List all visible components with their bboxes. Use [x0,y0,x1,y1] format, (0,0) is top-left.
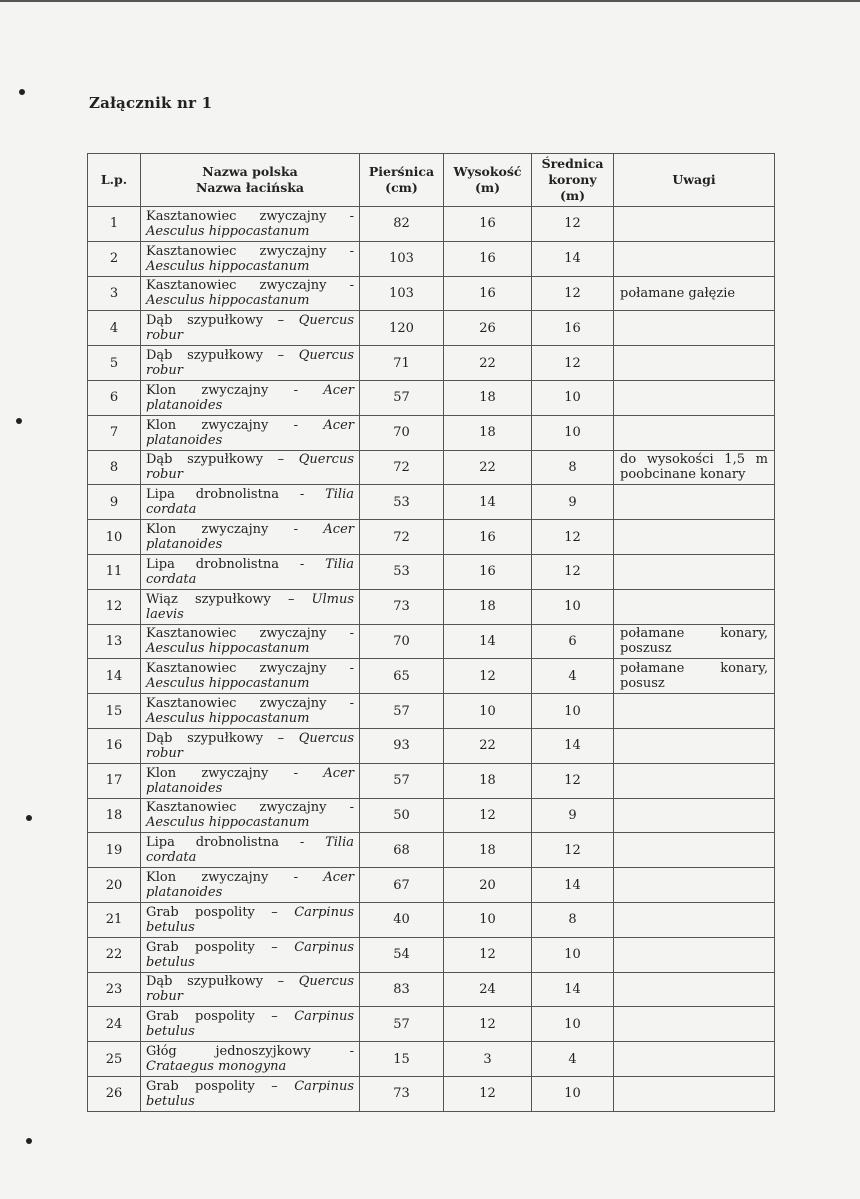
cell-piersnica: 103 [360,241,444,276]
cell-srednica: 14 [532,241,614,276]
table-row [88,1042,775,1077]
name-latin: Quercus robur [146,313,354,344]
cell-uwagi [614,694,775,729]
cell-name [141,1042,360,1077]
table-row [88,485,775,520]
cell-srednica: 12 [532,763,614,798]
cell-wysokosc: 18 [444,833,532,868]
header-srednica-label2: korony [548,172,597,187]
table-row [88,311,775,346]
cell-wysokosc: 16 [444,207,532,242]
name-polish: Lipa drobnolistna - [146,556,305,572]
name-polish: Kasztanowiec zwyczajny - [146,661,354,677]
punch-hole-mark [26,1138,32,1144]
table-header-row [88,154,775,207]
cell-wysokosc: 12 [444,937,532,972]
name-polish: Grab pospolity – [146,1009,278,1025]
name-polish: Klon zwyczajny - [146,417,299,433]
cell-srednica: 4 [532,1042,614,1077]
cell-wysokosc: 12 [444,1076,532,1111]
punch-hole-mark [16,418,22,424]
cell-name [141,624,360,659]
name-polish: Klon zwyczajny - [146,522,299,538]
table-row [88,415,775,450]
table-row [88,276,775,311]
cell-srednica: 16 [532,311,614,346]
table-row [88,902,775,937]
cell-name [141,902,360,937]
name-latin: Aesculus hippocastanum [146,258,310,274]
cell-name [141,450,360,485]
table-row [88,868,775,903]
cell-wysokosc: 18 [444,380,532,415]
name-polish: Kasztanowiec zwyczajny - [146,800,354,816]
header-name-latin: Nazwa łacińska [196,180,304,195]
cell-uwagi [614,728,775,763]
header-srednica-unit: (m) [559,188,586,203]
cell-lp: 19 [88,833,141,868]
name-latin: Quercus robur [146,974,354,1005]
cell-uwagi: połamane konary, poszusz [614,624,775,659]
name-latin: Carpinus betulus [146,904,354,935]
table-row [88,798,775,833]
cell-piersnica: 68 [360,833,444,868]
cell-lp: 1 [88,207,141,242]
cell-piersnica: 57 [360,1007,444,1042]
cell-uwagi [614,520,775,555]
name-polish: Kasztanowiec zwyczajny - [146,208,354,224]
cell-uwagi [614,833,775,868]
name-latin: Acer platanoides [146,417,354,448]
cell-piersnica: 93 [360,728,444,763]
name-latin: Quercus robur [146,348,354,379]
header-wysokosc-unit: (m) [474,180,501,195]
cell-uwagi [614,1076,775,1111]
cell-lp: 4 [88,311,141,346]
name-polish: Dąb szypułkowy – [146,730,285,746]
cell-srednica: 8 [532,450,614,485]
cell-wysokosc: 16 [444,520,532,555]
table-row [88,833,775,868]
name-latin: Aesculus hippocastanum [146,223,310,239]
name-polish: Dąb szypułkowy – [146,974,285,990]
cell-uwagi [614,311,775,346]
cell-name [141,937,360,972]
cell-name [141,868,360,903]
cell-lp: 14 [88,659,141,694]
cell-lp: 24 [88,1007,141,1042]
header-srednica [532,154,614,207]
cell-lp: 2 [88,241,141,276]
cell-lp: 9 [88,485,141,520]
cell-uwagi: połamane gałęzie [614,276,775,311]
cell-srednica: 4 [532,659,614,694]
cell-lp: 16 [88,728,141,763]
name-latin: Quercus robur [146,730,354,761]
name-polish: Grab pospolity – [146,939,278,955]
cell-srednica: 10 [532,1007,614,1042]
cell-uwagi [614,972,775,1007]
name-latin: Crataegus monogyna [146,1059,287,1075]
cell-uwagi [614,241,775,276]
cell-uwagi [614,1007,775,1042]
table-row [88,380,775,415]
cell-uwagi [614,1042,775,1077]
cell-wysokosc: 12 [444,1007,532,1042]
cell-wysokosc: 22 [444,728,532,763]
cell-piersnica: 72 [360,520,444,555]
name-polish: Dąb szypułkowy – [146,313,285,329]
cell-uwagi [614,485,775,520]
cell-srednica: 12 [532,554,614,589]
cell-name [141,346,360,381]
cell-name [141,763,360,798]
cell-uwagi [614,589,775,624]
cell-lp: 5 [88,346,141,381]
cell-srednica: 14 [532,972,614,1007]
cell-wysokosc: 18 [444,589,532,624]
cell-piersnica: 70 [360,415,444,450]
cell-wysokosc: 22 [444,346,532,381]
cell-srednica: 12 [532,520,614,555]
cell-lp: 6 [88,380,141,415]
cell-piersnica: 54 [360,937,444,972]
cell-name [141,520,360,555]
name-polish: Klon zwyczajny - [146,765,299,781]
header-lp: L.p. [88,154,141,207]
cell-piersnica: 73 [360,1076,444,1111]
name-latin: Quercus robur [146,452,354,483]
cell-name [141,311,360,346]
cell-name [141,1007,360,1042]
cell-name [141,485,360,520]
cell-wysokosc: 14 [444,624,532,659]
table-row [88,450,775,485]
cell-piersnica: 70 [360,624,444,659]
cell-piersnica: 83 [360,972,444,1007]
cell-piersnica: 65 [360,659,444,694]
document-title: Załącznik nr 1 [89,94,213,112]
cell-name [141,380,360,415]
cell-wysokosc: 14 [444,485,532,520]
cell-srednica: 10 [532,589,614,624]
cell-uwagi [614,554,775,589]
cell-lp: 21 [88,902,141,937]
name-latin: Carpinus betulus [146,1078,354,1109]
cell-srednica: 14 [532,868,614,903]
cell-name [141,659,360,694]
table-row [88,937,775,972]
cell-uwagi [614,346,775,381]
header-wysokosc-label: Wysokość [453,164,522,179]
table-row [88,763,775,798]
name-latin: Acer platanoides [146,382,354,413]
header-srednica-label: Średnica [541,156,604,171]
cell-piersnica: 53 [360,554,444,589]
cell-wysokosc: 10 [444,902,532,937]
table-row [88,694,775,729]
table-row [88,241,775,276]
cell-uwagi: połamane konary, posusz [614,659,775,694]
name-latin: Tilia cordata [146,835,354,866]
cell-lp: 25 [88,1042,141,1077]
name-latin: Ulmus laevis [146,591,355,622]
punch-hole-mark [26,815,32,821]
cell-wysokosc: 12 [444,659,532,694]
cell-name [141,728,360,763]
name-latin: Carpinus betulus [146,939,354,970]
cell-piersnica: 57 [360,763,444,798]
name-polish: Kasztanowiec zwyczajny - [146,626,354,642]
page-top-edge [0,0,860,2]
cell-wysokosc: 18 [444,415,532,450]
cell-lp: 7 [88,415,141,450]
cell-piersnica: 15 [360,1042,444,1077]
name-polish: Grab pospolity – [146,904,278,920]
table-row [88,589,775,624]
cell-piersnica: 103 [360,276,444,311]
cell-uwagi [614,798,775,833]
cell-wysokosc: 16 [444,276,532,311]
cell-wysokosc: 20 [444,868,532,903]
cell-piersnica: 72 [360,450,444,485]
name-polish: Lipa drobnolistna - [146,835,305,851]
cell-srednica: 9 [532,485,614,520]
cell-srednica: 10 [532,380,614,415]
table-row [88,1007,775,1042]
cell-srednica: 12 [532,346,614,381]
cell-uwagi [614,937,775,972]
cell-srednica: 9 [532,798,614,833]
cell-piersnica: 82 [360,207,444,242]
name-polish: Grab pospolity – [146,1078,278,1094]
cell-uwagi [614,763,775,798]
tree-inventory-table [87,153,775,1112]
cell-lp: 13 [88,624,141,659]
cell-name [141,241,360,276]
table-row [88,554,775,589]
cell-uwagi [614,380,775,415]
cell-uwagi [614,415,775,450]
table-row [88,1076,775,1111]
name-latin: Acer platanoides [146,522,354,553]
cell-piersnica: 57 [360,694,444,729]
cell-srednica: 12 [532,833,614,868]
table-row [88,520,775,555]
cell-lp: 26 [88,1076,141,1111]
cell-lp: 11 [88,554,141,589]
table-row [88,346,775,381]
cell-srednica: 6 [532,624,614,659]
cell-piersnica: 53 [360,485,444,520]
cell-srednica: 10 [532,1076,614,1111]
cell-srednica: 8 [532,902,614,937]
cell-name [141,589,360,624]
name-latin: Aesculus hippocastanum [146,293,310,309]
cell-srednica: 14 [532,728,614,763]
cell-lp: 23 [88,972,141,1007]
cell-wysokosc: 26 [444,311,532,346]
cell-lp: 17 [88,763,141,798]
name-latin: Tilia cordata [146,556,354,587]
cell-piersnica: 73 [360,589,444,624]
cell-wysokosc: 16 [444,241,532,276]
cell-uwagi [614,207,775,242]
cell-wysokosc: 24 [444,972,532,1007]
cell-wysokosc: 22 [444,450,532,485]
table-row [88,972,775,1007]
cell-piersnica: 50 [360,798,444,833]
cell-name [141,972,360,1007]
name-latin: Carpinus betulus [146,1009,354,1040]
cell-name [141,798,360,833]
header-piersnica-unit: (cm) [385,180,418,195]
name-polish: Kasztanowiec zwyczajny - [146,696,354,712]
cell-lp: 20 [88,868,141,903]
name-polish: Dąb szypułkowy – [146,348,285,364]
cell-lp: 8 [88,450,141,485]
cell-lp: 12 [88,589,141,624]
cell-piersnica: 120 [360,311,444,346]
cell-piersnica: 67 [360,868,444,903]
header-name-polish: Nazwa polska [202,164,298,179]
cell-srednica: 10 [532,937,614,972]
name-polish: Klon zwyczajny - [146,870,299,886]
table-row [88,624,775,659]
name-polish: Klon zwyczajny - [146,382,299,398]
name-latin: Aesculus hippocastanum [146,676,310,692]
cell-wysokosc: 10 [444,694,532,729]
name-latin: Acer platanoides [146,870,354,901]
cell-wysokosc: 3 [444,1042,532,1077]
cell-name [141,833,360,868]
cell-lp: 3 [88,276,141,311]
name-latin: Aesculus hippocastanum [146,711,310,727]
cell-name [141,207,360,242]
cell-lp: 15 [88,694,141,729]
header-name [141,154,360,207]
name-latin: Aesculus hippocastanum [146,641,310,657]
cell-uwagi [614,868,775,903]
name-polish: Dąb szypułkowy – [146,452,285,468]
name-latin: Aesculus hippocastanum [146,815,310,831]
cell-wysokosc: 18 [444,763,532,798]
cell-name [141,276,360,311]
name-polish: Kasztanowiec zwyczajny - [146,243,354,259]
cell-uwagi: do wysokości 1,5 m poobcinane konary [614,450,775,485]
cell-piersnica: 40 [360,902,444,937]
name-polish: Lipa drobnolistna - [146,487,305,503]
cell-piersnica: 71 [360,346,444,381]
cell-name [141,415,360,450]
punch-hole-mark [19,89,25,95]
name-polish: Wiąz szypułkowy – [146,591,295,607]
name-polish: Kasztanowiec zwyczajny - [146,278,354,294]
cell-name [141,694,360,729]
header-piersnica [360,154,444,207]
cell-srednica: 10 [532,694,614,729]
cell-lp: 10 [88,520,141,555]
cell-lp: 22 [88,937,141,972]
header-piersnica-label: Pierśnica [368,164,435,179]
cell-piersnica: 57 [360,380,444,415]
cell-srednica: 10 [532,415,614,450]
cell-name [141,1076,360,1111]
cell-name [141,554,360,589]
cell-lp: 18 [88,798,141,833]
name-latin: Tilia cordata [146,487,354,518]
table-row [88,207,775,242]
cell-srednica: 12 [532,276,614,311]
header-wysokosc [444,154,532,207]
cell-wysokosc: 12 [444,798,532,833]
name-polish: Głóg jednoszyjkowy - [146,1044,354,1060]
header-uwagi: Uwagi [614,154,775,207]
table-row [88,728,775,763]
cell-uwagi [614,902,775,937]
cell-srednica: 12 [532,207,614,242]
table-row [88,659,775,694]
name-latin: Acer platanoides [146,765,354,796]
cell-wysokosc: 16 [444,554,532,589]
